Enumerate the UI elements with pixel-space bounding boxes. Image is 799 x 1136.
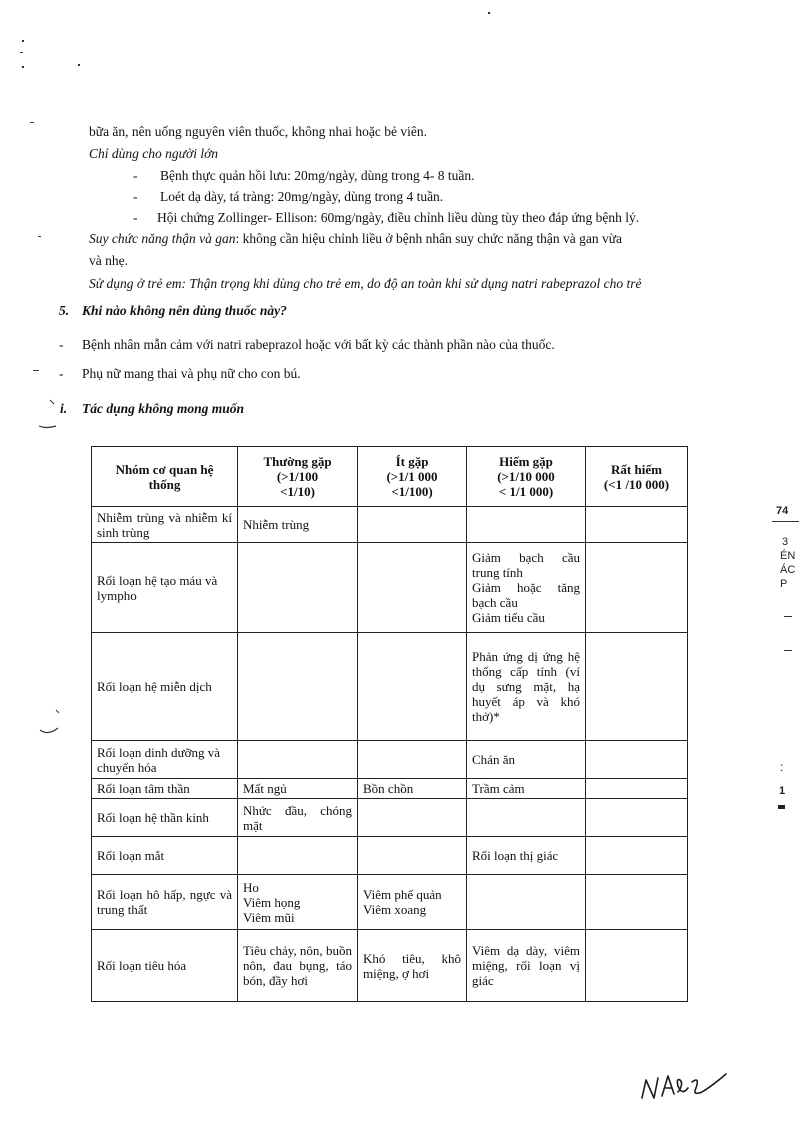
bullet-dash: -	[59, 366, 64, 381]
dosage-item: Hội chứng Zollinger- Ellison: 60mg/ngày, điều chỉnh liều dùng tùy theo đáp ứng bệnh lý.	[157, 210, 640, 225]
uncommon-cell	[358, 543, 467, 633]
edge-rule	[772, 521, 799, 522]
renal-text-cont: và nhẹ.	[89, 253, 128, 268]
rare-cell: Phản ứng dị ứng hệ thống cấp tính (ví dụ sưng mặt, hạ huyết áp và khó thở)*	[467, 633, 586, 741]
edge-fragment: 3	[782, 536, 789, 548]
intro-line: bữa ăn, nên uống nguyên viên thuốc, không nhai hoặc bẻ viên.	[89, 124, 427, 139]
common-cell	[238, 543, 358, 633]
very-rare-cell	[586, 507, 688, 543]
common-cell	[238, 837, 358, 875]
edge-rule	[784, 616, 792, 617]
rare-cell: Giảm bạch cầu trung tính Giảm hoặc tăng bạch cầu Giảm tiểu cầu	[467, 543, 586, 633]
organ-cell: Rối loạn dinh dưỡng và chuyển hóa	[92, 741, 238, 779]
table-header-row	[92, 447, 688, 507]
scan-speck	[22, 66, 24, 68]
uncommon-cell	[358, 633, 467, 741]
very-rare-cell	[586, 779, 688, 799]
header-rare: Hiếm gặp (>1/10 000 < 1/1 000)	[467, 447, 586, 507]
organ-cell: Rối loạn hệ tạo máu và lympho	[92, 543, 238, 633]
table-row	[92, 779, 688, 799]
common-cell: Mất ngủ	[238, 779, 358, 799]
organ-cell: Rối loạn tâm thần	[92, 779, 238, 799]
rare-cell	[467, 875, 586, 930]
table-row	[92, 633, 688, 741]
bullet-dash: -	[59, 337, 64, 352]
header-organ: Nhóm cơ quan hệ thống	[92, 447, 238, 507]
scan-speck	[22, 40, 24, 42]
rare-cell: Rối loạn thị giác	[467, 837, 586, 875]
scan-mark	[36, 396, 60, 430]
common-cell: Tiêu chảy, nôn, buồn nôn, đau bụng, táo bón, đầy hơi	[238, 930, 358, 1002]
uncommon-cell	[358, 799, 467, 837]
section-5-title: Khi nào không nên dùng thuốc này?	[82, 303, 287, 318]
rare-cell	[467, 799, 586, 837]
header-common: Thường gặp (>1/100 <1/10)	[238, 447, 358, 507]
bullet-dash: -	[133, 210, 138, 225]
scan-speck	[38, 236, 41, 237]
common-cell	[238, 741, 358, 779]
very-rare-cell	[586, 543, 688, 633]
rare-cell	[467, 507, 586, 543]
signature-mark	[638, 1062, 730, 1106]
table-row	[92, 741, 688, 779]
uncommon-cell	[358, 741, 467, 779]
common-cell: Ho Viêm họng Viêm mũi	[238, 875, 358, 930]
scan-speck	[78, 64, 80, 66]
edge-fragment: ÁC	[780, 564, 796, 576]
edge-fragment: 74	[776, 505, 789, 517]
section-6-number: i.	[60, 401, 68, 416]
bullet-dash: -	[133, 168, 138, 183]
common-cell: Nhiễm trùng	[238, 507, 358, 543]
renal-label: Suy chức năng thận và gan	[89, 231, 236, 246]
header-uncommon: Ít gặp (>1/1 000 <1/100)	[358, 447, 467, 507]
table-row	[92, 837, 688, 875]
dosage-item: Loét dạ dày, tá tràng: 20mg/ngày, dùng trong 4 tuần.	[160, 189, 444, 204]
uncommon-cell	[358, 507, 467, 543]
adults-heading: Chỉ dùng cho người lớn	[89, 146, 219, 161]
scan-speck	[30, 122, 34, 123]
uncommon-cell: Bồn chồn	[358, 779, 467, 799]
very-rare-cell	[586, 799, 688, 837]
organ-cell: Rối loạn hệ thần kinh	[92, 799, 238, 837]
uncommon-cell: Khó tiêu, khô miệng, ợ hơi	[358, 930, 467, 1002]
table-row	[92, 507, 688, 543]
scan-speck	[488, 12, 490, 14]
contraindication-item: Bệnh nhân mẫn cảm với natri rabeprazol hoặc với bất kỳ các thành phần nào của thuốc.	[82, 337, 555, 352]
table-row	[92, 930, 688, 1002]
common-cell: Nhức đầu, chóng mặt	[238, 799, 358, 837]
very-rare-cell	[586, 633, 688, 741]
common-cell	[238, 633, 358, 741]
edge-fragment: 1	[779, 785, 786, 797]
scan-speck	[33, 370, 39, 371]
section-5-number: 5.	[59, 303, 70, 318]
table-row	[92, 875, 688, 930]
edge-fragment: ÉN	[780, 550, 796, 562]
edge-mark	[778, 805, 785, 809]
renal-text: : không cần hiệu chỉnh liều ở bệnh nhân suy chức năng thận và gan vừa	[235, 231, 623, 246]
rare-cell: Chán ăn	[467, 741, 586, 779]
rare-cell: Trầm cảm	[467, 779, 586, 799]
contraindication-item: Phụ nữ mang thai và phụ nữ cho con bú.	[82, 366, 301, 381]
very-rare-cell	[586, 837, 688, 875]
uncommon-cell: Viêm phế quản Viêm xoang	[358, 875, 467, 930]
edge-fragment: P	[780, 578, 788, 590]
organ-cell: Rối loạn tiêu hóa	[92, 930, 238, 1002]
rare-cell: Viêm dạ dày, viêm miệng, rối loạn vị giác	[467, 930, 586, 1002]
table-row	[92, 799, 688, 837]
very-rare-cell	[586, 741, 688, 779]
very-rare-cell	[586, 930, 688, 1002]
bullet-dash: -	[133, 189, 138, 204]
organ-cell: Rối loạn mắt	[92, 837, 238, 875]
dosage-item: Bệnh thực quản hồi lưu: 20mg/ngày, dùng trong 4- 8 tuần.	[160, 168, 475, 183]
uncommon-cell	[358, 837, 467, 875]
section-6-title: Tác dụng không mong muốn	[82, 401, 245, 416]
scan-mark	[36, 700, 66, 740]
header-very-rare: Rất hiếm (<1 /10 000)	[586, 447, 688, 507]
renal-paragraph	[89, 231, 622, 247]
edge-rule	[784, 650, 792, 651]
scan-speck	[20, 52, 23, 53]
organ-cell: Rối loạn hệ miễn dịch	[92, 633, 238, 741]
table-row	[92, 543, 688, 633]
organ-cell: Nhiễm trùng và nhiễm kí sinh trùng	[92, 507, 238, 543]
organ-cell: Rối loạn hô hấp, ngực và trung thất	[92, 875, 238, 930]
children-paragraph: Sử dụng ở trẻ em: Thận trọng khi dùng cho trẻ em, do độ an toàn khi sử dụng natri rabeprazol cho trẻ	[89, 276, 642, 291]
side-effects-table	[91, 446, 688, 1002]
edge-fragment: :	[780, 760, 784, 774]
very-rare-cell	[586, 875, 688, 930]
